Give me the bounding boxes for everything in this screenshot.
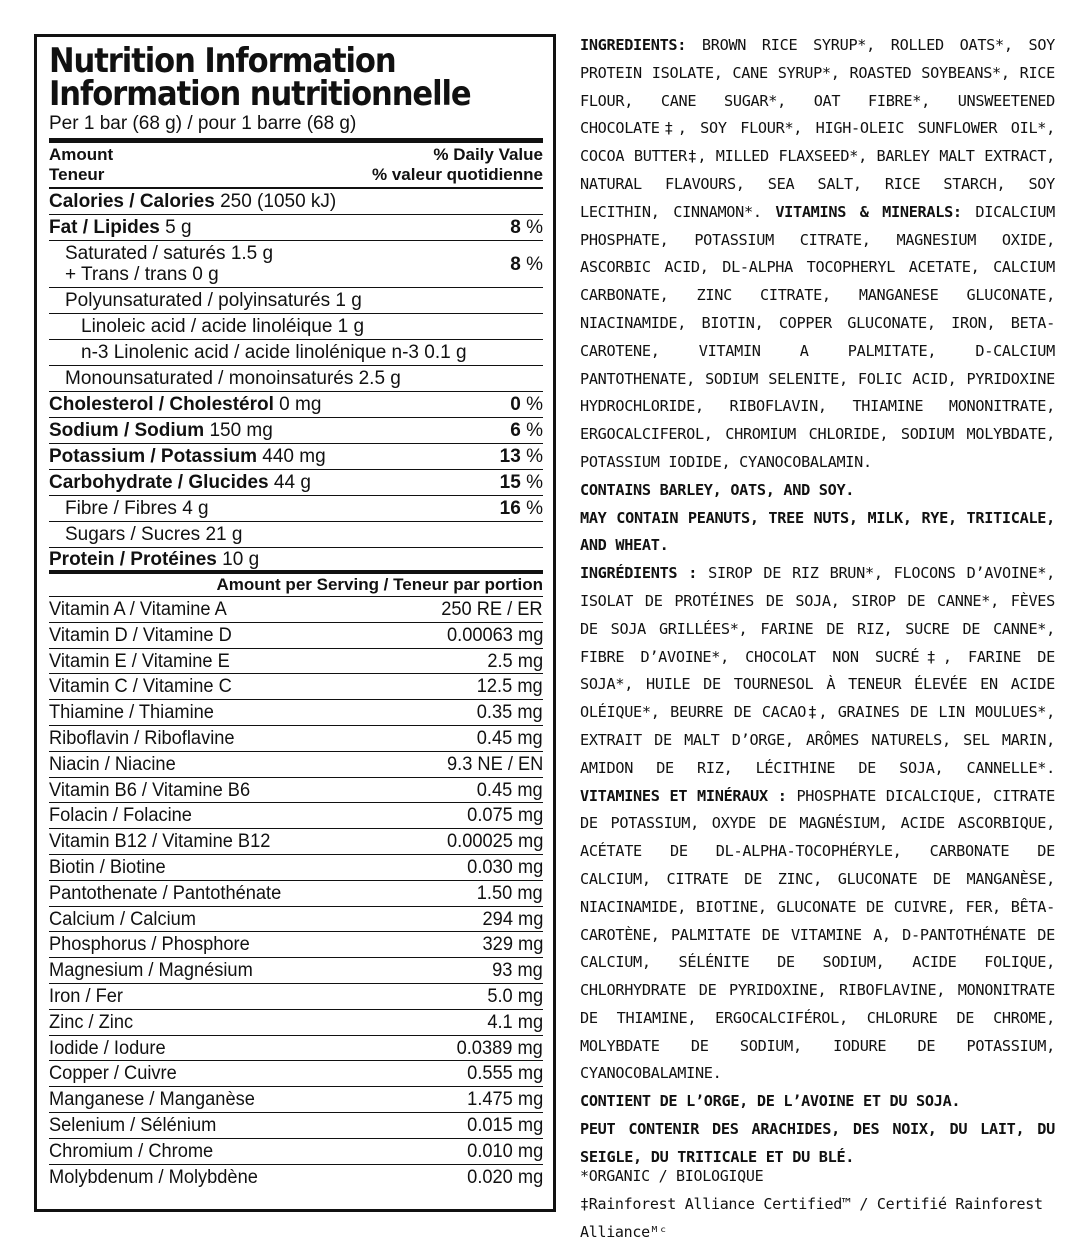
sugars-label: Sugars / Sucres 21 g: [65, 524, 243, 545]
vitamin-name: Selenium / Sélénium: [49, 1114, 217, 1136]
serving-size: Per 1 bar (68 g) / pour 1 barre (68 g): [49, 113, 543, 143]
vitamin-name: Molybdenum / Molybdène: [49, 1166, 258, 1188]
vitamin-name: Vitamin B6 / Vitamine B6: [49, 779, 251, 801]
row-monounsaturated: [49, 366, 543, 392]
vitamin-name: Biotin / Biotine: [49, 856, 166, 878]
vitamin-amount: 0.010 mg: [466, 1140, 543, 1162]
vitamin-amount: 294 mg: [482, 908, 543, 930]
vitamin-row: [49, 803, 543, 829]
may-contain-statement-en: MAY CONTAIN PEANUTS, TREE NUTS, MILK, RYE, TRITICALE, AND WHEAT.: [580, 508, 1055, 555]
protein-value: 10 g: [222, 548, 260, 570]
fibre-label: Fibre / Fibres 4 g: [65, 498, 209, 519]
vitamin-amount: 5.0 mg: [487, 985, 543, 1007]
vitamin-amount: 0.030 mg: [466, 856, 543, 878]
vitamin-row: [49, 674, 543, 700]
row-protein: [49, 548, 543, 574]
amount-header-fr: Teneur: [49, 165, 105, 184]
vitamin-amount: 1.475 mg: [466, 1089, 543, 1111]
fat-dv: 8: [510, 217, 521, 238]
vitamin-row: [49, 1139, 543, 1165]
vitamin-name: Vitamin E / Vitamine E: [49, 650, 230, 672]
vitamin-amount: 1.50 mg: [477, 882, 543, 904]
vitamin-mineral-list: [49, 597, 543, 1190]
protein-label: Protein / Protéines: [49, 548, 217, 570]
mono-label: Monounsaturated / monoinsaturés 2.5 g: [65, 368, 401, 389]
vitamin-row: [49, 726, 543, 752]
vitamin-name: Zinc / Zinc: [49, 1011, 134, 1033]
organic-footnote: *ORGANIC / BIOLOGIQUE: [580, 1167, 764, 1185]
row-linoleic: [49, 314, 543, 340]
sodium-dv-unit: %: [526, 420, 543, 441]
vitamin-row: [49, 1010, 543, 1036]
vitamin-row: [49, 855, 543, 881]
carb-dv-unit: %: [526, 472, 543, 493]
cholesterol-value: 0 mg: [279, 394, 322, 415]
saturated-label: Saturated / saturés 1.5 g: [65, 243, 274, 264]
vitamin-name: Riboflavin / Riboflavine: [49, 727, 235, 749]
vitamin-row: [49, 1036, 543, 1062]
cholesterol-dv-unit: %: [526, 394, 543, 415]
fibre-dv-unit: %: [526, 498, 543, 519]
vitamins-minerals-heading-fr: VITAMINES ET MINÉRAUX :: [580, 786, 787, 805]
ingredients-list-fr: SIROP DE RIZ BRUN*, FLOCONS D’AVOINE*, ISOLAT DE PROTÉINES DE SOJA, SIROP DE CANNE*, FÈVES DE SOJA GRILLÉES*, FARINE DE RIZ, SUCRE DE CANNE*, FIBRE D’AVOINE*, CHOCOLAT NON SUCRÉ‡, FARINE DE SOJA*, HUILE DE TOURNESOL À TENEUR ÉLEVÉE EN ACIDE OLÉIQUE*, BEURRE DE CACAO‡, GRAINES DE LIN MOULUES*, EXTRAIT DE MALT D’ORGE, ARÔMES NATURELS, SEL MARIN, AMIDON DE RIZ, LÉCITHINE DE SOJA, CANNELLE*.: [580, 564, 1056, 777]
vitamin-amount: 250 RE / ER: [441, 599, 543, 620]
vitamin-amount: 9.3 NE / EN: [446, 753, 543, 775]
title-french: Information nutritionnelle: [49, 74, 471, 114]
vitamin-amount: 12.5 mg: [477, 676, 543, 698]
vitamin-amount: 0.45 mg: [477, 779, 543, 801]
vitamin-amount: 93 mg: [492, 960, 543, 982]
n3-label: n-3 Linolenic acid / acide linolénique n-3 0.1 g: [81, 342, 467, 363]
cholesterol-label: Cholesterol / Cholestérol: [49, 394, 274, 415]
potassium-label: Potassium / Potassium: [49, 446, 258, 467]
potassium-value: 440 mg: [262, 446, 326, 467]
potassium-dv-unit: %: [526, 446, 543, 467]
fat-dv-unit: %: [526, 217, 543, 238]
row-calories: [49, 189, 543, 215]
trans-label: + Trans / trans 0 g: [65, 264, 219, 285]
vitamin-name: Vitamin C / Vitamine C: [49, 676, 232, 698]
row-fat: [49, 215, 543, 241]
vitamin-amount: 0.0389 mg: [456, 1037, 543, 1059]
vitamin-name: Phosphorus / Phosphore: [49, 934, 250, 956]
vitamin-amount: 329 mg: [482, 934, 543, 956]
vitamin-row: [49, 907, 543, 933]
vitamin-name: Chromium / Chrome: [49, 1140, 214, 1162]
carb-dv: 15: [499, 472, 521, 493]
vitamin-row: [49, 829, 543, 855]
sodium-label: Sodium / Sodium: [49, 420, 205, 441]
potassium-dv: 13: [499, 446, 521, 467]
may-contain-statement-fr: PEUT CONTENIR DES ARACHIDES, DES NOIX, DU LAIT, DU SEIGLE, DU TRITICALE ET DU BLÉ.: [580, 1120, 1055, 1166]
vitamin-row: [49, 1165, 543, 1191]
vitamin-row: [49, 700, 543, 726]
row-cholesterol: [49, 392, 543, 418]
fat-value: 5 g: [165, 217, 192, 238]
footnotes: [580, 1162, 1060, 1246]
vitamin-row: [49, 984, 543, 1010]
row-potassium: [49, 444, 543, 470]
vitamin-amount: 0.45 mg: [477, 727, 543, 749]
daily-value-header-fr: % valeur quotidienne: [372, 165, 543, 184]
vitamin-row: [49, 1061, 543, 1087]
row-polyunsaturated: [49, 288, 543, 314]
vitamins-minerals-list-fr: PHOSPHATE DICALCIQUE, CITRATE DE POTASSIUM, OXYDE DE MAGNÉSIUM, ACIDE ASCORBIQUE, ACÉTATE DE DL-ALPHA-TOCOPHÉRYLE, CARBONATE DE CALCIUM, CITRATE DE ZINC, GLUCONATE DE MANGANÈSE, NIACINAMIDE, BIOTINE, GLUCONATE DE CUIVRE, FER, BÊTA-CAROTÈNE, PALMITATE DE VITAMINE A, D-PANTOTHÉNATE DE CALCIUM, SÉLÉNITE DE SODIUM, ACIDE FOLIQUE, CHLORHYDRATE DE PYRIDOXINE, RIBOFLAVINE, MONONITRATE DE THIAMINE, ERGOCALCIFÉROL, CHLORURE DE CHROME, MOLYBDATE DE SODIUM, IODURE DE POTASSIUM, CYANOCOBALAMINE.: [580, 786, 1055, 1083]
vitamin-name: Calcium / Calcium: [49, 908, 196, 930]
rainforest-footnote: ‡Rainforest Alliance Certified™ / Certifié Rainforest Allianceᴹᶜ: [580, 1195, 1043, 1241]
vitamin-amount: 2.5 mg: [487, 650, 543, 672]
contains-statement-en: CONTAINS BARLEY, OATS, AND SOY.: [580, 480, 855, 499]
sodium-dv: 6: [510, 420, 521, 441]
vitamin-row: [49, 623, 543, 649]
vitamin-name: Vitamin D / Vitamine D: [49, 624, 232, 646]
amount-header: Amount: [49, 145, 114, 164]
row-sodium: [49, 418, 543, 444]
saturated-dv: 8: [510, 253, 521, 275]
linoleic-label: Linoleic acid / acide linoléique 1 g: [81, 316, 365, 337]
ingredients-heading-fr: INGRÉDIENTS :: [580, 564, 698, 583]
row-fibre: [49, 496, 543, 522]
vitamin-name: Vitamin A / Vitamine A: [49, 599, 227, 620]
fat-label: Fat / Lipides: [49, 217, 160, 238]
vitamin-amount: 0.020 mg: [466, 1166, 543, 1188]
calories-label: Calories / Calories: [49, 191, 215, 212]
vitamin-name: Magnesium / Magnésium: [49, 960, 253, 982]
vitamin-amount: 0.555 mg: [466, 1063, 543, 1085]
calories-value: 250 (1050 kJ): [220, 191, 337, 212]
vitamin-name: Manganese / Manganèse: [49, 1089, 255, 1111]
carb-label: Carbohydrate / Glucides: [49, 472, 269, 493]
saturated-dv-unit: %: [526, 253, 543, 275]
ingredients-heading: INGREDIENTS:: [580, 36, 687, 54]
vitamin-name: Pantothenate / Pantothénate: [49, 882, 282, 904]
vitamin-row: [49, 597, 543, 623]
ingredients-section: [580, 32, 1055, 1172]
title-english: Nutrition Information: [49, 41, 396, 81]
vitamin-amount: 0.075 mg: [466, 805, 543, 827]
vitamins-minerals-heading: VITAMINS & MINERALS:: [775, 202, 962, 221]
vitamin-name: Niacin / Niacine: [49, 753, 176, 775]
vitamin-row: [49, 932, 543, 958]
vitamin-amount: 0.00063 mg: [446, 624, 543, 646]
vitamin-name: Thiamine / Thiamine: [49, 702, 214, 724]
vitamin-name: Iron / Fer: [49, 985, 123, 1007]
ingredients-french: [580, 560, 1055, 1088]
vitamin-name: Vitamin B12 / Vitamine B12: [49, 831, 271, 853]
vitamin-amount: 4.1 mg: [487, 1011, 543, 1033]
row-carbohydrate: [49, 470, 543, 496]
ingredients-english: [580, 32, 1055, 477]
carb-value: 44 g: [273, 472, 311, 493]
vitamins-minerals-list-en: DICALCIUM PHOSPHATE, POTASSIUM CITRATE, MAGNESIUM OXIDE, ASCORBIC ACID, DL-ALPHA TOCOPHERYL ACETATE, CALCIUM CARBONATE, ZINC CITRATE, MANGANESE GLUCONATE, NIACINAMIDE, BIOTIN, COPPER GLUCONATE, IRON, BETA-CAROTENE, VITAMIN A PALMITATE, D-CALCIUM PANTOTHENATE, SODIUM SELENITE, FOLIC ACID, PYRIDOXINE HYDROCHLORIDE, RIBOFLAVIN, THIAMINE MONONITRATE, ERGOCALCIFEROL, CHROMIUM CHLORIDE, SODIUM MOLYBDATE, POTASSIUM IODIDE, CYANOCOBALAMIN.: [580, 202, 1056, 471]
row-saturated-trans: [49, 241, 543, 288]
sodium-value: 150 mg: [209, 420, 273, 441]
vitamin-row: [49, 778, 543, 804]
row-sugars: [49, 522, 543, 548]
vitamin-name: Iodide / Iodure: [49, 1037, 166, 1059]
vitamin-amount: 0.015 mg: [466, 1114, 543, 1136]
nutrition-facts-panel: [34, 34, 556, 1212]
vitamin-amount: 0.00025 mg: [446, 831, 543, 853]
fibre-dv: 16: [499, 498, 521, 519]
ingredients-list-en: BROWN RICE SYRUP*, ROLLED OATS*, SOY PROTEIN ISOLATE, CANE SYRUP*, ROASTED SOYBEANS*, RICE FLOUR, CANE SUGAR*, OAT FIBRE*, UNSWEETENED CHOCOLATE‡, SOY FLOUR*, HIGH-OLEIC SUNFLOWER OIL*, COCOA BUTTER‡, MILLED FLAXSEED*, BARLEY MALT EXTRACT, NATURAL FLAVOURS, SEA SALT, RICE STARCH, SOY LECITHIN, CINNAMON*.: [580, 36, 1056, 221]
daily-value-header: % Daily Value: [433, 145, 543, 164]
cholesterol-dv: 0: [510, 394, 521, 415]
vitamin-name: Copper / Cuivre: [49, 1063, 177, 1085]
poly-label: Polyunsaturated / polyinsaturés 1 g: [65, 290, 362, 311]
contains-statement-fr: CONTIENT DE L’ORGE, DE L’AVOINE ET DU SOJA.: [580, 1092, 961, 1111]
vitamin-name: Folacin / Folacine: [49, 805, 192, 827]
vitamin-row: [49, 752, 543, 778]
vitamin-row: [49, 649, 543, 675]
vitamin-row: [49, 1087, 543, 1113]
vitamin-row: [49, 1113, 543, 1139]
vitamin-row: [49, 881, 543, 907]
column-header: [49, 143, 543, 189]
vitamin-row: [49, 958, 543, 984]
vitamin-amount: 0.35 mg: [477, 702, 543, 724]
amount-per-serving-header: Amount per Serving / Teneur par portion: [49, 574, 543, 597]
row-n3-linolenic: [49, 340, 543, 366]
